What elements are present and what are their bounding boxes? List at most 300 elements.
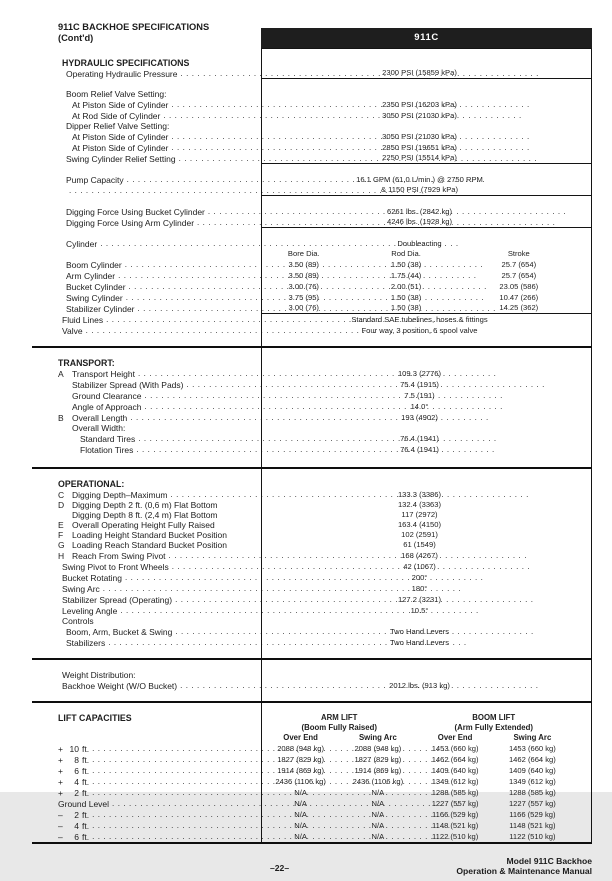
spec-label: Leveling Angle xyxy=(62,605,118,616)
spec-value-cell xyxy=(261,131,592,142)
spec-label-cell xyxy=(32,390,261,401)
spec-row xyxy=(32,390,592,401)
lift-value: 1288 (585 kg) xyxy=(431,787,479,797)
spec-value-cell xyxy=(261,713,592,723)
spec-row xyxy=(32,809,592,820)
spec-value-cell xyxy=(261,626,592,637)
spec-label: Stabilizer Spread (Operating) xyxy=(62,594,173,605)
spec-value-cell xyxy=(261,605,592,616)
spec-row xyxy=(32,131,592,142)
spec-label: Swing Pivot to Front Wheels xyxy=(62,561,169,572)
spec-label-cell xyxy=(32,48,261,54)
spec-row xyxy=(32,58,592,68)
spacer-row xyxy=(32,691,592,701)
spec-row xyxy=(32,637,592,648)
spec-label: Loading Height Standard Bucket Position xyxy=(72,530,227,540)
spec-label: Reach From Swing Pivot xyxy=(72,550,166,561)
spec-value-cell xyxy=(261,594,592,605)
spec-value-cell xyxy=(261,217,592,228)
lift-value: 1827 (829 kg) xyxy=(354,754,402,764)
spec-row xyxy=(32,680,592,691)
spec-value-cell xyxy=(261,174,592,185)
spec-row xyxy=(32,401,592,412)
spec-row xyxy=(32,583,592,594)
spec-value: 2012 lbs. (913 kg) xyxy=(389,680,450,690)
lift-data-row xyxy=(262,788,591,798)
cylinder-value: 25.7 (654) xyxy=(501,270,537,280)
spec-label: Digging Depth–Maximum xyxy=(72,489,168,500)
spec-value: 180° xyxy=(411,583,428,593)
spec-value-cell xyxy=(261,79,592,89)
spec-value: 61 (1549) xyxy=(403,540,436,549)
spec-label: At Rod Side of Cylinder xyxy=(72,110,161,121)
cylinder-subrow xyxy=(262,282,591,292)
spec-row xyxy=(32,303,592,314)
row-letter: E xyxy=(58,520,64,530)
spec-value-cell xyxy=(261,249,592,259)
spec-label-cell xyxy=(32,540,261,550)
cylinder-value: 1.75 (44) xyxy=(390,270,422,280)
row-depth: 4 xyxy=(74,776,79,787)
lift-value: 1288 (585 kg) xyxy=(508,787,556,797)
spec-label: Operating Hydraulic Pressure xyxy=(66,68,178,79)
spec-label: At Piston Side of Cylinder xyxy=(72,142,169,153)
spec-label: Pump Capacity xyxy=(66,174,124,185)
spec-value-cell xyxy=(261,164,592,174)
spec-value-cell xyxy=(261,754,592,765)
lift-data-row xyxy=(262,777,591,787)
row-sign: – xyxy=(58,820,63,831)
lift-column-header: Over End xyxy=(437,733,473,742)
cylinder-value: Stroke xyxy=(507,249,530,258)
page-footer xyxy=(32,855,592,881)
spec-label: Controls xyxy=(62,616,94,626)
row-depth: 8 xyxy=(74,754,79,765)
spec-label-cell xyxy=(32,142,261,153)
spec-value-cell xyxy=(261,530,592,540)
spec-row xyxy=(32,368,592,379)
spec-label-cell xyxy=(32,831,261,842)
spec-value-cell xyxy=(261,206,592,217)
spec-label-cell xyxy=(32,550,261,561)
spec-label-cell xyxy=(32,594,261,605)
spec-value: 193 (4902) xyxy=(401,412,438,422)
cylinder-value: 1.50 (38) xyxy=(390,259,422,269)
row-unit: ft. xyxy=(82,743,90,754)
spec-row xyxy=(32,444,592,455)
lift-group-title: ARM LIFT xyxy=(321,713,358,722)
spec-row xyxy=(32,479,592,489)
spec-row xyxy=(32,765,592,776)
spec-value-cell xyxy=(261,670,592,680)
spec-value-cell xyxy=(261,89,592,99)
spec-value: 10.5° xyxy=(410,605,429,615)
lift-value: 1409 (640 kg) xyxy=(431,765,479,775)
spec-row xyxy=(32,238,592,249)
spec-label-cell xyxy=(32,723,261,733)
spec-label-cell xyxy=(32,469,261,471)
lift-value: N/A xyxy=(294,831,307,841)
spec-row xyxy=(32,733,592,743)
cylinder-subrow xyxy=(262,249,591,259)
page-content xyxy=(32,22,592,881)
spec-value: 200° xyxy=(411,572,428,582)
spec-label: Boom Relief Valve Setting: xyxy=(66,89,167,99)
spec-value-cell xyxy=(261,185,592,196)
spec-label-cell xyxy=(32,249,261,259)
spec-value-cell xyxy=(261,776,592,787)
spec-value-cell xyxy=(261,691,592,701)
row-sign: + xyxy=(58,754,63,765)
row-unit: ft. xyxy=(82,787,90,798)
spec-label-cell xyxy=(32,153,261,164)
spacer-row xyxy=(32,455,592,467)
spec-label-cell xyxy=(32,68,261,79)
spec-row xyxy=(32,670,592,680)
spec-label: Flotation Tires xyxy=(80,444,134,455)
row-depth: 10 xyxy=(69,743,79,754)
spec-label-cell xyxy=(32,743,261,754)
spec-label-cell xyxy=(32,530,261,540)
spec-row xyxy=(32,259,592,270)
spec-label-cell xyxy=(32,259,261,270)
lift-value: 2088 (948 kg) xyxy=(354,743,402,753)
spec-value: Four way, 3 position, 6 spool valve xyxy=(361,325,478,335)
spec-label: Digging Depth 2 ft. (0,6 m) Flat Bottom xyxy=(72,500,218,510)
spec-value: Doubleacting xyxy=(397,238,442,248)
spec-value: 7.5 (191) xyxy=(404,390,435,400)
spec-value: 2250 PSI (15514 kPa) xyxy=(382,153,457,162)
spec-value-cell xyxy=(261,765,592,776)
spec-row xyxy=(32,713,592,723)
spec-label: Standard Tires xyxy=(80,433,136,444)
spec-value-cell xyxy=(261,281,592,292)
row-letter: A xyxy=(58,368,64,379)
lift-group-title: (Arm Fully Extended) xyxy=(454,723,533,732)
lift-value: 1349 (612 kg) xyxy=(508,776,556,786)
spec-row xyxy=(32,412,592,423)
spec-value-cell xyxy=(261,444,592,455)
spec-row xyxy=(32,754,592,765)
lift-value: N/A xyxy=(294,798,307,808)
cylinder-value: Rod Dia. xyxy=(391,249,421,258)
spec-row xyxy=(32,379,592,390)
spec-row xyxy=(32,281,592,292)
spec-value-cell xyxy=(261,809,592,820)
spec-label-cell xyxy=(32,412,261,423)
spec-value-cell xyxy=(261,723,592,733)
spec-value-cell xyxy=(261,637,592,648)
spec-value-cell xyxy=(261,238,592,249)
spec-value-cell xyxy=(261,358,592,368)
lift-value: 1227 (557 kg) xyxy=(508,798,556,808)
spec-value: 75.4 (1915) xyxy=(400,379,439,389)
spec-row xyxy=(32,68,592,79)
spec-value-cell xyxy=(261,433,592,444)
spec-value-cell xyxy=(261,831,592,842)
spec-label: LIFT CAPACITIES xyxy=(58,713,132,723)
spec-value-cell xyxy=(261,550,592,561)
spec-value-cell xyxy=(261,469,592,479)
spec-row xyxy=(32,500,592,510)
spacer-row xyxy=(32,469,592,479)
spec-label: Ground Level xyxy=(58,798,110,809)
spec-value: 2850 PSI (19651 kPa) xyxy=(382,142,457,152)
spec-label: Bucket Cylinder xyxy=(66,281,126,292)
spec-row xyxy=(32,325,592,336)
spec-row xyxy=(32,110,592,121)
spec-label-cell xyxy=(32,605,261,616)
spec-label-cell xyxy=(32,281,261,292)
spec-value-cell xyxy=(261,270,592,281)
spec-row xyxy=(32,217,592,228)
spec-value: 3050 PSI (21030 kPa) xyxy=(382,110,457,120)
document-reference-line2: Operation & Maintenance Manual xyxy=(456,865,592,876)
spec-label-cell xyxy=(32,110,261,121)
row-unit: ft. xyxy=(82,820,90,831)
spec-label-cell xyxy=(32,325,261,336)
spec-label-cell xyxy=(32,626,261,637)
spec-label: Swing Cylinder Relief Setting xyxy=(66,153,176,164)
section-divider xyxy=(32,842,592,844)
spec-row xyxy=(32,174,592,185)
spec-value: 117 (2972) xyxy=(401,510,438,519)
row-letter: D xyxy=(58,500,65,510)
spec-row xyxy=(32,798,592,809)
spec-row xyxy=(32,249,592,259)
row-unit: ft. xyxy=(82,765,90,776)
spec-label: Stabilizers xyxy=(66,637,106,648)
spacer-row xyxy=(32,703,592,713)
spec-value: 42 (1067) xyxy=(403,561,436,571)
cylinder-value: 1.50 (38) xyxy=(390,292,422,302)
spec-value: Two Hand Levers xyxy=(389,626,450,636)
spec-label: Transport Height xyxy=(72,368,135,379)
spec-label-cell xyxy=(32,164,261,172)
lift-value: N/A xyxy=(294,820,307,830)
spec-value-cell xyxy=(261,228,592,238)
spacer-row xyxy=(32,648,592,658)
lift-value: N/A xyxy=(371,820,385,830)
spec-value-cell xyxy=(261,423,592,433)
spec-label: At Piston Side of Cylinder xyxy=(72,131,169,142)
spec-value-cell xyxy=(261,390,592,401)
row-unit: ft. xyxy=(82,809,90,820)
spec-value-cell xyxy=(261,196,592,206)
spec-row xyxy=(32,820,592,831)
spec-row xyxy=(32,358,592,368)
spec-label: Angle of Approach xyxy=(72,401,142,412)
lift-data-row xyxy=(262,766,591,776)
spec-row xyxy=(32,550,592,561)
lift-data-row xyxy=(262,832,591,842)
spec-value: 132.4 (3363) xyxy=(397,500,442,509)
lift-value: N/A xyxy=(371,798,385,808)
spec-label-cell xyxy=(32,733,261,743)
spec-label-cell xyxy=(32,754,261,765)
spec-label-cell xyxy=(32,303,261,314)
lift-value: 2436 (1106 kg) xyxy=(352,776,404,786)
row-letter: H xyxy=(58,550,65,561)
spec-label-cell xyxy=(32,670,261,680)
spec-value: 2350 PSI (16203 kPa) xyxy=(382,99,457,109)
lift-value: 1166 (529 kg) xyxy=(431,809,479,819)
spec-label-cell xyxy=(32,206,261,217)
spec-label-cell xyxy=(32,314,261,325)
spec-row xyxy=(32,616,592,626)
spec-label-cell xyxy=(32,358,261,368)
spec-label-cell xyxy=(32,217,261,228)
spec-value-cell xyxy=(261,798,592,809)
row-letter: F xyxy=(58,530,64,540)
lift-value: 1148 (521 kg) xyxy=(431,820,479,830)
spec-row xyxy=(32,743,592,754)
spec-value-cell xyxy=(261,259,592,270)
spec-label-cell xyxy=(32,270,261,281)
row-sign: + xyxy=(58,765,63,776)
cylinder-value: 3.00 (76) xyxy=(288,281,319,291)
spec-row xyxy=(32,572,592,583)
lift-value: 1122 (510 kg) xyxy=(431,831,479,841)
spec-value-cell xyxy=(261,680,592,691)
cylinder-value: 23.05 (586) xyxy=(499,281,539,291)
row-depth: 6 xyxy=(74,765,79,776)
lift-value: N/A xyxy=(371,831,385,841)
spec-label-cell xyxy=(32,798,261,809)
spec-value-cell xyxy=(261,743,592,754)
lift-value: N/A xyxy=(371,787,385,797)
spec-row xyxy=(32,99,592,110)
lift-data-row xyxy=(262,810,591,820)
spec-label: Overall Operating Height Fully Raised xyxy=(72,520,215,530)
row-depth: 2 xyxy=(74,809,79,820)
spec-value-cell xyxy=(261,787,592,798)
spec-value: Two Hand Levers xyxy=(389,637,450,647)
cylinder-subrow xyxy=(262,293,591,303)
lift-data-row xyxy=(262,744,591,754)
spec-label-cell xyxy=(32,660,261,663)
lift-value: 1166 (529 kg) xyxy=(509,809,556,819)
spec-label-cell xyxy=(32,196,261,204)
document-reference xyxy=(456,857,592,877)
spec-row xyxy=(32,510,592,520)
page-number: –22– xyxy=(270,863,290,873)
spec-value-cell xyxy=(261,368,592,379)
spec-row xyxy=(32,153,592,164)
spec-value-cell xyxy=(261,58,592,68)
spec-row xyxy=(32,433,592,444)
spec-label-cell xyxy=(32,691,261,694)
spec-row xyxy=(32,206,592,217)
spacer-row xyxy=(32,48,592,58)
spec-label-cell xyxy=(32,572,261,583)
spec-label-cell xyxy=(32,58,261,68)
row-depth: 2 xyxy=(74,787,79,798)
spec-row xyxy=(32,605,592,616)
spec-value: 14.0° xyxy=(410,401,429,411)
row-sign: + xyxy=(58,776,63,787)
cylinder-value: 3.50 (89) xyxy=(288,270,319,280)
spec-label: Digging Force Using Bucket Cylinder xyxy=(66,206,205,217)
spec-label: At Piston Side of Cylinder xyxy=(72,99,169,110)
spec-table xyxy=(32,48,592,844)
spec-label: Overall Width: xyxy=(72,423,126,433)
spec-label-cell xyxy=(32,500,261,510)
spec-value-cell xyxy=(261,510,592,520)
lift-value: N/A xyxy=(294,809,307,819)
spec-value-cell xyxy=(261,325,592,336)
lift-value: 1462 (664 kg) xyxy=(508,754,556,764)
spec-value-cell xyxy=(261,500,592,510)
spacer-row xyxy=(32,228,592,238)
cylinder-value: Bore Dia. xyxy=(287,249,320,258)
spec-label-cell xyxy=(32,185,261,196)
row-sign: – xyxy=(58,809,63,820)
spec-row xyxy=(32,530,592,540)
cylinder-value: 3.50 (89) xyxy=(288,259,319,269)
lift-value: 1349 (612 kg) xyxy=(431,776,479,786)
lift-group-title: BOOM LIFT xyxy=(472,713,516,722)
spec-row xyxy=(32,423,592,433)
row-unit: ft. xyxy=(82,776,90,787)
spec-value-cell xyxy=(261,616,592,626)
spec-row xyxy=(32,185,592,196)
spec-value-cell xyxy=(261,489,592,500)
row-unit: ft. xyxy=(82,831,90,842)
cylinder-subrow xyxy=(262,260,591,270)
spec-value: 102 (2591) xyxy=(401,530,438,539)
spec-value: & 1150 PSI (7929 kPa) xyxy=(380,185,459,194)
spec-label-cell xyxy=(32,510,261,520)
spec-label: Digging Depth 8 ft. (2,4 m) Flat Bottom xyxy=(72,510,218,520)
spec-row xyxy=(32,776,592,787)
spec-row xyxy=(32,723,592,733)
spec-label: HYDRAULIC SPECIFICATIONS xyxy=(62,58,190,68)
spec-label-cell xyxy=(32,348,261,350)
spec-label-cell xyxy=(32,520,261,530)
spec-row xyxy=(32,561,592,572)
spec-value-cell xyxy=(261,153,592,164)
spec-label: Valve xyxy=(62,325,83,336)
spec-label: Bucket Rotating xyxy=(62,572,123,583)
lift-value: 1122 (510 kg) xyxy=(509,831,556,841)
lift-group-header xyxy=(262,713,591,723)
spec-row xyxy=(32,787,592,798)
spec-value: 109.3 (2776) xyxy=(397,368,442,378)
lift-value: 1914 (869 kg) xyxy=(277,765,325,775)
spacer-row xyxy=(32,336,592,346)
spec-value-cell xyxy=(261,401,592,412)
spacer-row xyxy=(32,79,592,89)
lift-value: 1453 (660 kg) xyxy=(508,743,556,753)
spec-label: Ground Clearance xyxy=(72,390,142,401)
spec-value: 76.4 (1941) xyxy=(400,444,439,454)
cylinder-subrow xyxy=(262,271,591,281)
model-header-bar: 911C xyxy=(261,28,592,48)
cylinder-value: 14.25 (362) xyxy=(499,303,539,312)
lift-column-header: Swing Arc xyxy=(513,733,552,742)
spec-value-cell xyxy=(261,68,592,79)
spec-label-cell xyxy=(32,444,261,455)
spec-label-cell xyxy=(32,379,261,390)
spec-value-cell xyxy=(261,314,592,325)
spec-label-cell xyxy=(32,423,261,433)
spec-value-cell xyxy=(261,820,592,831)
row-letter: B xyxy=(58,412,64,423)
page-header xyxy=(32,22,592,48)
spec-label-cell xyxy=(32,336,261,346)
spec-label-cell xyxy=(32,637,261,648)
